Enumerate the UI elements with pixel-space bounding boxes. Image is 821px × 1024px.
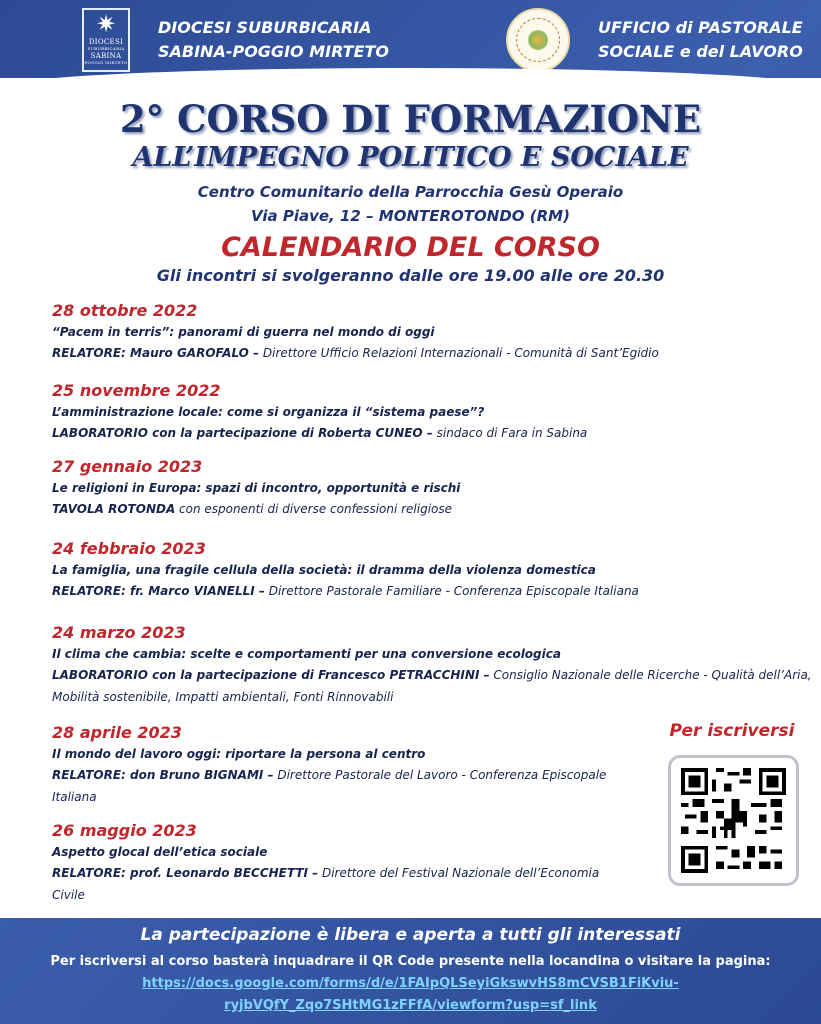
event-date: 27 gennaio 2023 xyxy=(52,457,203,476)
event-item xyxy=(52,456,812,520)
event-topic: Le religioni in Europa: spazi di incontro, opportunità e rischi xyxy=(52,481,461,495)
logo-text-line: SABINA xyxy=(90,52,122,60)
diocese-logo xyxy=(82,8,130,72)
footer-headline: La partecipazione è libera e aperta a tutti gli interessati xyxy=(140,925,681,945)
event-date: 24 marzo 2023 xyxy=(52,623,186,642)
event-speaker xyxy=(52,764,652,808)
event-role: LABORATORIO con la partecipazione di Francesco PETRACCHINI – xyxy=(52,668,490,682)
event-role: RELATORE: fr. Marco VIANELLI – xyxy=(52,584,265,598)
event-role: RELATORE: prof. Leonardo BECCHETTI – xyxy=(52,866,319,880)
event-item xyxy=(52,300,812,364)
event-role: RELATORE: don Bruno BIGNAMI – xyxy=(52,768,274,782)
event-topic: La famiglia, una fragile cellula della società: il dramma della violenza domestica xyxy=(52,563,596,577)
event-item xyxy=(52,380,812,444)
event-role: TAVOLA ROTONDA xyxy=(52,502,176,516)
footer-info xyxy=(20,951,801,1017)
office-title-line: UFFICIO di PASTORALE xyxy=(598,18,803,37)
venue xyxy=(0,180,821,228)
event-item xyxy=(52,820,612,906)
event-date: 28 aprile 2023 xyxy=(52,723,182,742)
course-subtitle: ALL’IMPEGNO POLITICO E SOCIALE xyxy=(132,142,689,173)
logo-text-line: SUBURBICARIA xyxy=(87,46,125,51)
event-date: 26 maggio 2023 xyxy=(52,821,197,840)
event-role: LABORATORIO con la partecipazione di Roberta CUNEO – xyxy=(52,426,433,440)
event-description: con esponenti di diverse confessioni religiose xyxy=(175,502,453,516)
event-topic: “Pacem in terris”: panorami di guerra nel mondo di oggi xyxy=(52,325,435,339)
calendar-title: CALENDARIO DEL CORSO xyxy=(221,232,600,263)
registration-link[interactable]: https://docs.google.com/forms/d/e/1FAIpQLSeyiGkswvHS8mCVSB1FiKviu-ryjbVQfY_Zqo7SHtMG1zFFfA/viewform?usp=sf_link xyxy=(142,976,679,1013)
event-description: Direttore del Festival Nazionale dell’Economia Civile xyxy=(52,866,600,902)
event-speaker xyxy=(52,580,812,602)
office-seal-logo xyxy=(506,8,570,72)
office-title xyxy=(598,16,808,64)
event-date: 28 ottobre 2022 xyxy=(52,301,198,320)
footer-info-text: Per iscriversi al corso basterà inquadrare il QR Code presente nella locandina o visitare la pagina: xyxy=(50,954,771,969)
event-speaker xyxy=(52,664,812,708)
event-description: sindaco di Fara in Sabina xyxy=(432,426,588,440)
calendar-schedule: Gli incontri si svolgeranno dalle ore 19.00 alle ore 20.30 xyxy=(156,266,665,285)
seal-emblem xyxy=(528,30,548,50)
event-speaker xyxy=(52,498,812,520)
event-description: Direttore Pastorale del Lavoro - Conferenza Episcopale Italiana xyxy=(52,768,607,804)
event-speaker xyxy=(52,422,812,444)
event-role: RELATORE: Mauro GAROFALO – xyxy=(52,346,260,360)
event-date: 25 novembre 2022 xyxy=(52,381,221,400)
event-date: 24 febbraio 2023 xyxy=(52,539,206,558)
logo-text-line: DIOCESI xyxy=(88,38,124,46)
qr-label: Per iscriversi xyxy=(669,721,795,741)
event-description: Direttore Pastorale Familiare - Conferenza Episcopale Italiana xyxy=(264,584,639,598)
event-item xyxy=(52,722,652,808)
event-speaker xyxy=(52,342,812,364)
event-topic: Aspetto glocal dell’etica sociale xyxy=(52,845,268,859)
event-topic: Il clima che cambia: scelte e comportamenti per una conversione ecologica xyxy=(52,647,561,661)
event-item xyxy=(52,622,812,708)
event-topic: Il mondo del lavoro oggi: riportare la persona al centro xyxy=(52,747,426,761)
event-topic: L’amministrazione locale: come si organizza il “sistema paese”? xyxy=(52,405,485,419)
logo-text-line: POGGIO MIRTETO xyxy=(84,60,128,65)
qr-code-icon[interactable] xyxy=(668,755,799,886)
diocese-title-line: SABINA-POGGIO MIRTETO xyxy=(158,42,390,61)
venue-name: Centro Comunitario della Parrocchia Gesù Operaio xyxy=(197,183,624,201)
course-title: 2° CORSO DI FORMAZIONE xyxy=(119,97,702,141)
venue-address: Via Piave, 12 – MONTEROTONDO (RM) xyxy=(251,207,570,225)
star-icon: ✷ xyxy=(95,10,117,38)
event-speaker xyxy=(52,862,612,906)
event-item xyxy=(52,538,812,602)
event-description: Direttore Ufficio Relazioni Internazionali - Comunità di Sant’Egidio xyxy=(259,346,659,360)
office-title-line: SOCIALE e del LAVORO xyxy=(598,42,803,61)
diocese-title xyxy=(158,16,458,64)
diocese-title-line: DIOCESI SUBURBICARIA xyxy=(158,18,372,37)
qr-code-graphic xyxy=(677,764,790,877)
event-description: Consiglio Nazionale delle Ricerche - Qualità dell’Aria, Mobilità sostenibile, Impatti ambientali, Fonti Rinnovabili xyxy=(52,668,812,704)
